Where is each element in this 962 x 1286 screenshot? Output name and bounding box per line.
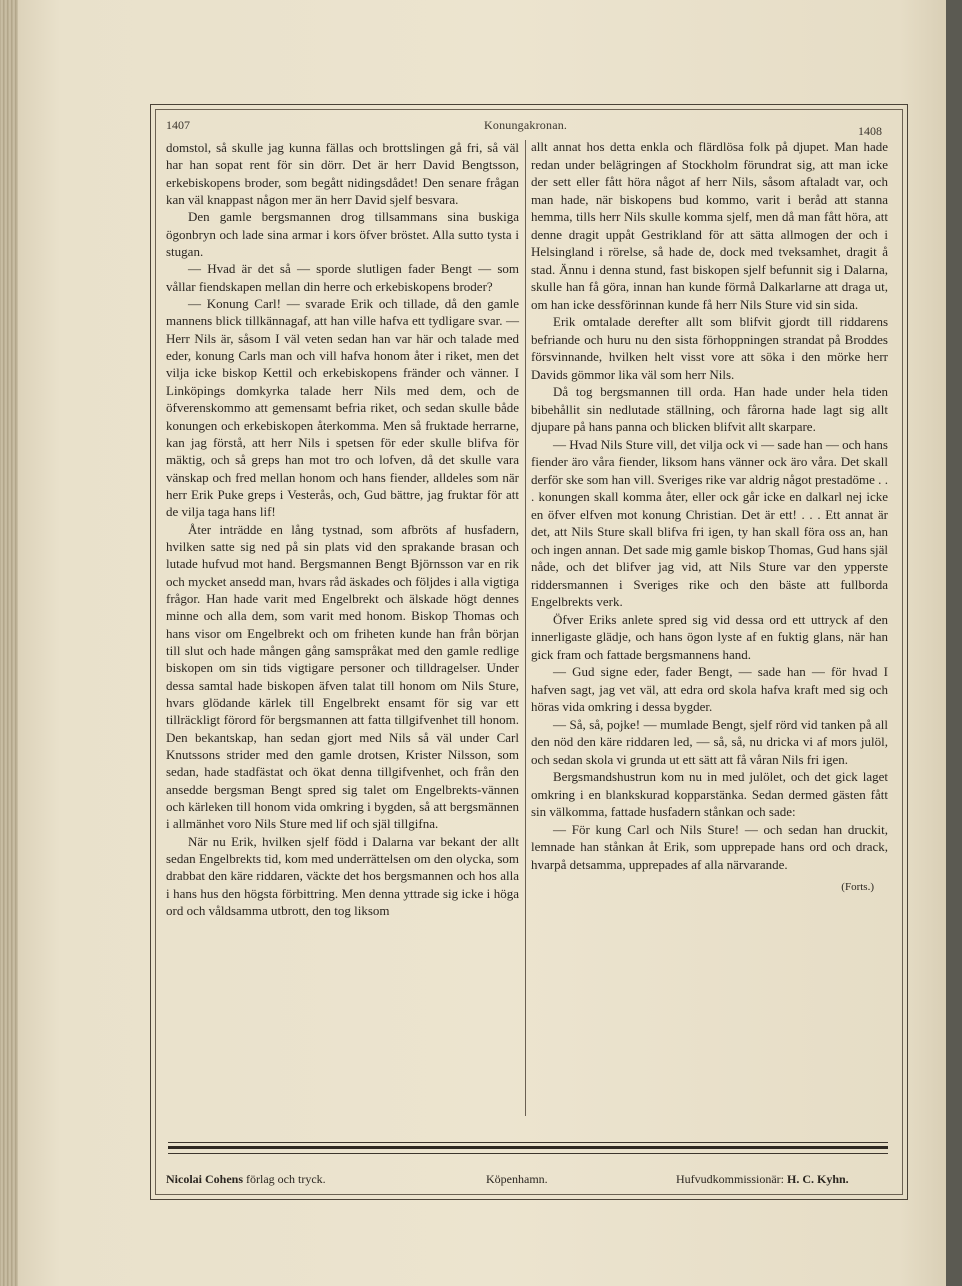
text-column-right <box>531 138 888 897</box>
paragraph: domstol, så skulle jag kunna fällas och brottslingen gå fri, så väl har han sopat rent för sin dörr. Det är herr David Bengtsson, erkebiskopens broder, som begått nidingsdådet! Den senare frågan kan väl knappast någon mer än herr David sjelf besvara. <box>166 140 519 208</box>
footer-commission <box>676 1172 849 1187</box>
paragraph: allt annat hos detta enkla och flärdlösa folk på djupet. Man hade redan under belägringen af Stockholm förundrat sig, att man icke der sett eller fått höra något af herr Nils, såsom aftaladt var, och man hade, när biskopens bud kommo, varit i beråd att stanna hemma, tills herr Nils skulle komma sjelf, men då man fått höra, att denne dragit uppåt Gestrikland för att sätta allmogen der och i Helsingland i rörelse, så hade de, dock med tveksamhet, dragit å stad. Ännu i denna stund, fast biskopen sjelf befunnit sig i Dalarna, skulle han få göra, innan han kunde förmå Dalkarlarne att draga ut, om han icke dessförinnan kunde få herr Nils Sture vid sin sida. <box>531 139 888 312</box>
paragraph: — Konung Carl! — svarade Erik och tillade, då den gamle mannens blick tillkännagaf, att han ville hafva ett tydligare svar. — Herr Nils är, såsom I väl veten sedan han var här och talade med eder, konung Carls man och vill hafva honom åter i riket, men det vilja icke biskop Kettil och erkebiskopens fränder och vänner. I Linköpings domkyrka talade herr Nils med dem, och de öfverenskommo att gemensamt befria riket, och sedan skulle både konungen och erkebiskopen återkomma. Men så fruktade herrarne, kan jag förstå, att herr Nils i spetsen för eder skulle blifva för mäktig, och så greps han mot tro och lofven, då det skulle vara vänskap och fred mellan honom och hans fiender, alldeles som när herr Erik Puke greps i Vesterås, och, Gud bättre, jag fruktar för att de vilja taga hans lif! <box>166 296 519 520</box>
book-spine <box>0 0 18 1286</box>
paragraph: — Hvad är det så — sporde slutligen fader Bengt — som vållar fiendskapen mellan din herre och erkebiskopens broder? <box>166 261 519 294</box>
paragraph: — För kung Carl och Nils Sture! — och sedan han druckit, lemnade han stånkan åt Erik, som upprepade hans ord och drack, hvarpå detsamma, upprepades af alla närvarande. <box>531 821 888 872</box>
footer-rule-thick <box>168 1146 888 1149</box>
page-number-right: 1408 <box>858 124 882 138</box>
page-number-left: 1407 <box>166 118 190 132</box>
paragraph: — Gud signe eder, fader Bengt, — sade han — för hvad I hafven sagt, jag vet väl, att edra ord skola hafva kraft med sig och höras vida omkring i dessa bygder. <box>531 664 888 714</box>
footer-rule-top <box>168 1142 888 1143</box>
commission-label: Hufvudkommissionär: <box>676 1172 787 1186</box>
column-divider <box>525 140 526 1116</box>
paragraph: — Så, så, pojke! — mumlade Bengt, sjelf rörd vid tanken på all den nöd den käre riddaren led, — så, så, nu dricka vi af mors julöl, och sedan skola vi grunda ut ett sätt att få våran Nils fri igen. <box>531 716 888 767</box>
paragraph: När nu Erik, hvilken sjelf född i Dalarna var bekant der allt sedan Engelbrekts tid, kom med underrättelsen om den olycka, som drabbat den käre riddaren, väckte det hos bergsmannen och hos alla i hans hus den högsta förbittring. Men denna yttrade sig icke i höga ord och våldsamma utbrott, den tog liksom <box>166 833 519 919</box>
footer-publisher <box>166 1172 326 1187</box>
paragraph: Erik omtalade derefter allt som blifvit gjordt till riddarens befriande och huru nu den sista förhoppningen strandat på Broddes försvinnande, hvilken helt visst vore att söka i den mörke herr Davids gömmor lika väl som herr Nils. <box>531 314 888 382</box>
publisher-name: Nicolai Cohens <box>166 1172 244 1186</box>
publisher-suffix: förlag och tryck. <box>243 1172 326 1186</box>
paragraph: Öfver Eriks anlete spred sig vid dessa ord ett uttryck af den innerligaste glädje, och hans ögon lyste af en fuktig glans, när han gick fram och fattade bergsmannens hand. <box>531 611 888 662</box>
paragraph: Den gamle bergsmannen drog tillsammans sina buskiga ögonbryn och lade sina armar i kors öfver bröstet. Alla sutto tysta i stugan. <box>166 209 519 260</box>
paragraph: Då tog bergsmannen till orda. Han hade under hela tiden bibehållit sin nedlutade ställning, och fårorna hade lagt sig allt djupare på hans panna och blicken blifvit allt skarpare. <box>531 384 888 434</box>
commission-name: H. C. Kyhn. <box>787 1172 849 1186</box>
running-title: Konungakronan. <box>484 118 568 132</box>
paragraph: — Hvad Nils Sture vill, det vilja ock vi — sade han — och hans fiender äro våra fiender, liksom hans vänner ock äro våra. Det skall derför ske som han vill. Sveriges rike var aldrig något prestadöme . . . konungen skall komma åter, eller ock går icke en dalkarl nej icke en öfver elfven mot konung Christian. Det är ett! . . . Ett annat är det, att Nils Sture skall blifva fri igen, ty han skall föra oss an, han och ingen annan. Det sade mig gamle biskop Thomas, Gud hans själ nåde, och det blifver jag vid, att Nils Sture var den ypperste riddersmannen i Sveriges rike och den bäste att fullborda Engelbrekts verk. <box>531 436 888 609</box>
paragraph: Åter inträdde en lång tystnad, som afbröts af husfadern, hvilken satte sig ned på sin plats vid den sprakande brasan och lutade hufvud mot hand. Bergsmannen Bengt Björnsson var en rik och mycket ansedd man, hvars råd äskades och följdes i alla vigtiga frågor. Han hade varit med Engelbrekt och älskade högt dennes minne och alla dem, som varit med honom. Biskop Thomas och hans visor om Engelbrekt och om friheten kunde han från början till slut och hade mången gång samspråkat med den gamle redlige biskopen om sin tids vigtigare personer och tilldragelser. Under dessa samtal hade biskopen äfven talat till honom om Nils Sture, hvars glödande kärlek till Engelbrekt ensamt för sig var ett tillräckligt förord för bergsmannen att fatta tillgifvenhet till honom. Den bekantskap, han sedan gjort med Nils så väl under Carl Knutssons strider med den gamle drotsen, Krister Nilsson, som sedan, hade stadfästat och ökat denna tillgifvenhet, och från den ansedde bergsman Bengt spred sig talet om Engelbrekts-vännen och kärleken till honom vida omkring i bygden, så att bergsmännen i allmänhet voro Nils Sture med lif och själ tillgifna. <box>166 521 519 832</box>
text-column-left <box>166 139 519 919</box>
paragraph: Bergsmandshustrun kom nu in med julölet, och det gick laget omkring i en blankskurad kopparstänka. Sedan dermed gästen fått sin välkomma, fattade husfadern stånkan och sade: <box>531 769 888 819</box>
footer-rule-bottom <box>168 1153 888 1154</box>
continued-note: (Forts.) <box>841 881 874 893</box>
footer-city: Köpenhamn. <box>486 1172 548 1186</box>
